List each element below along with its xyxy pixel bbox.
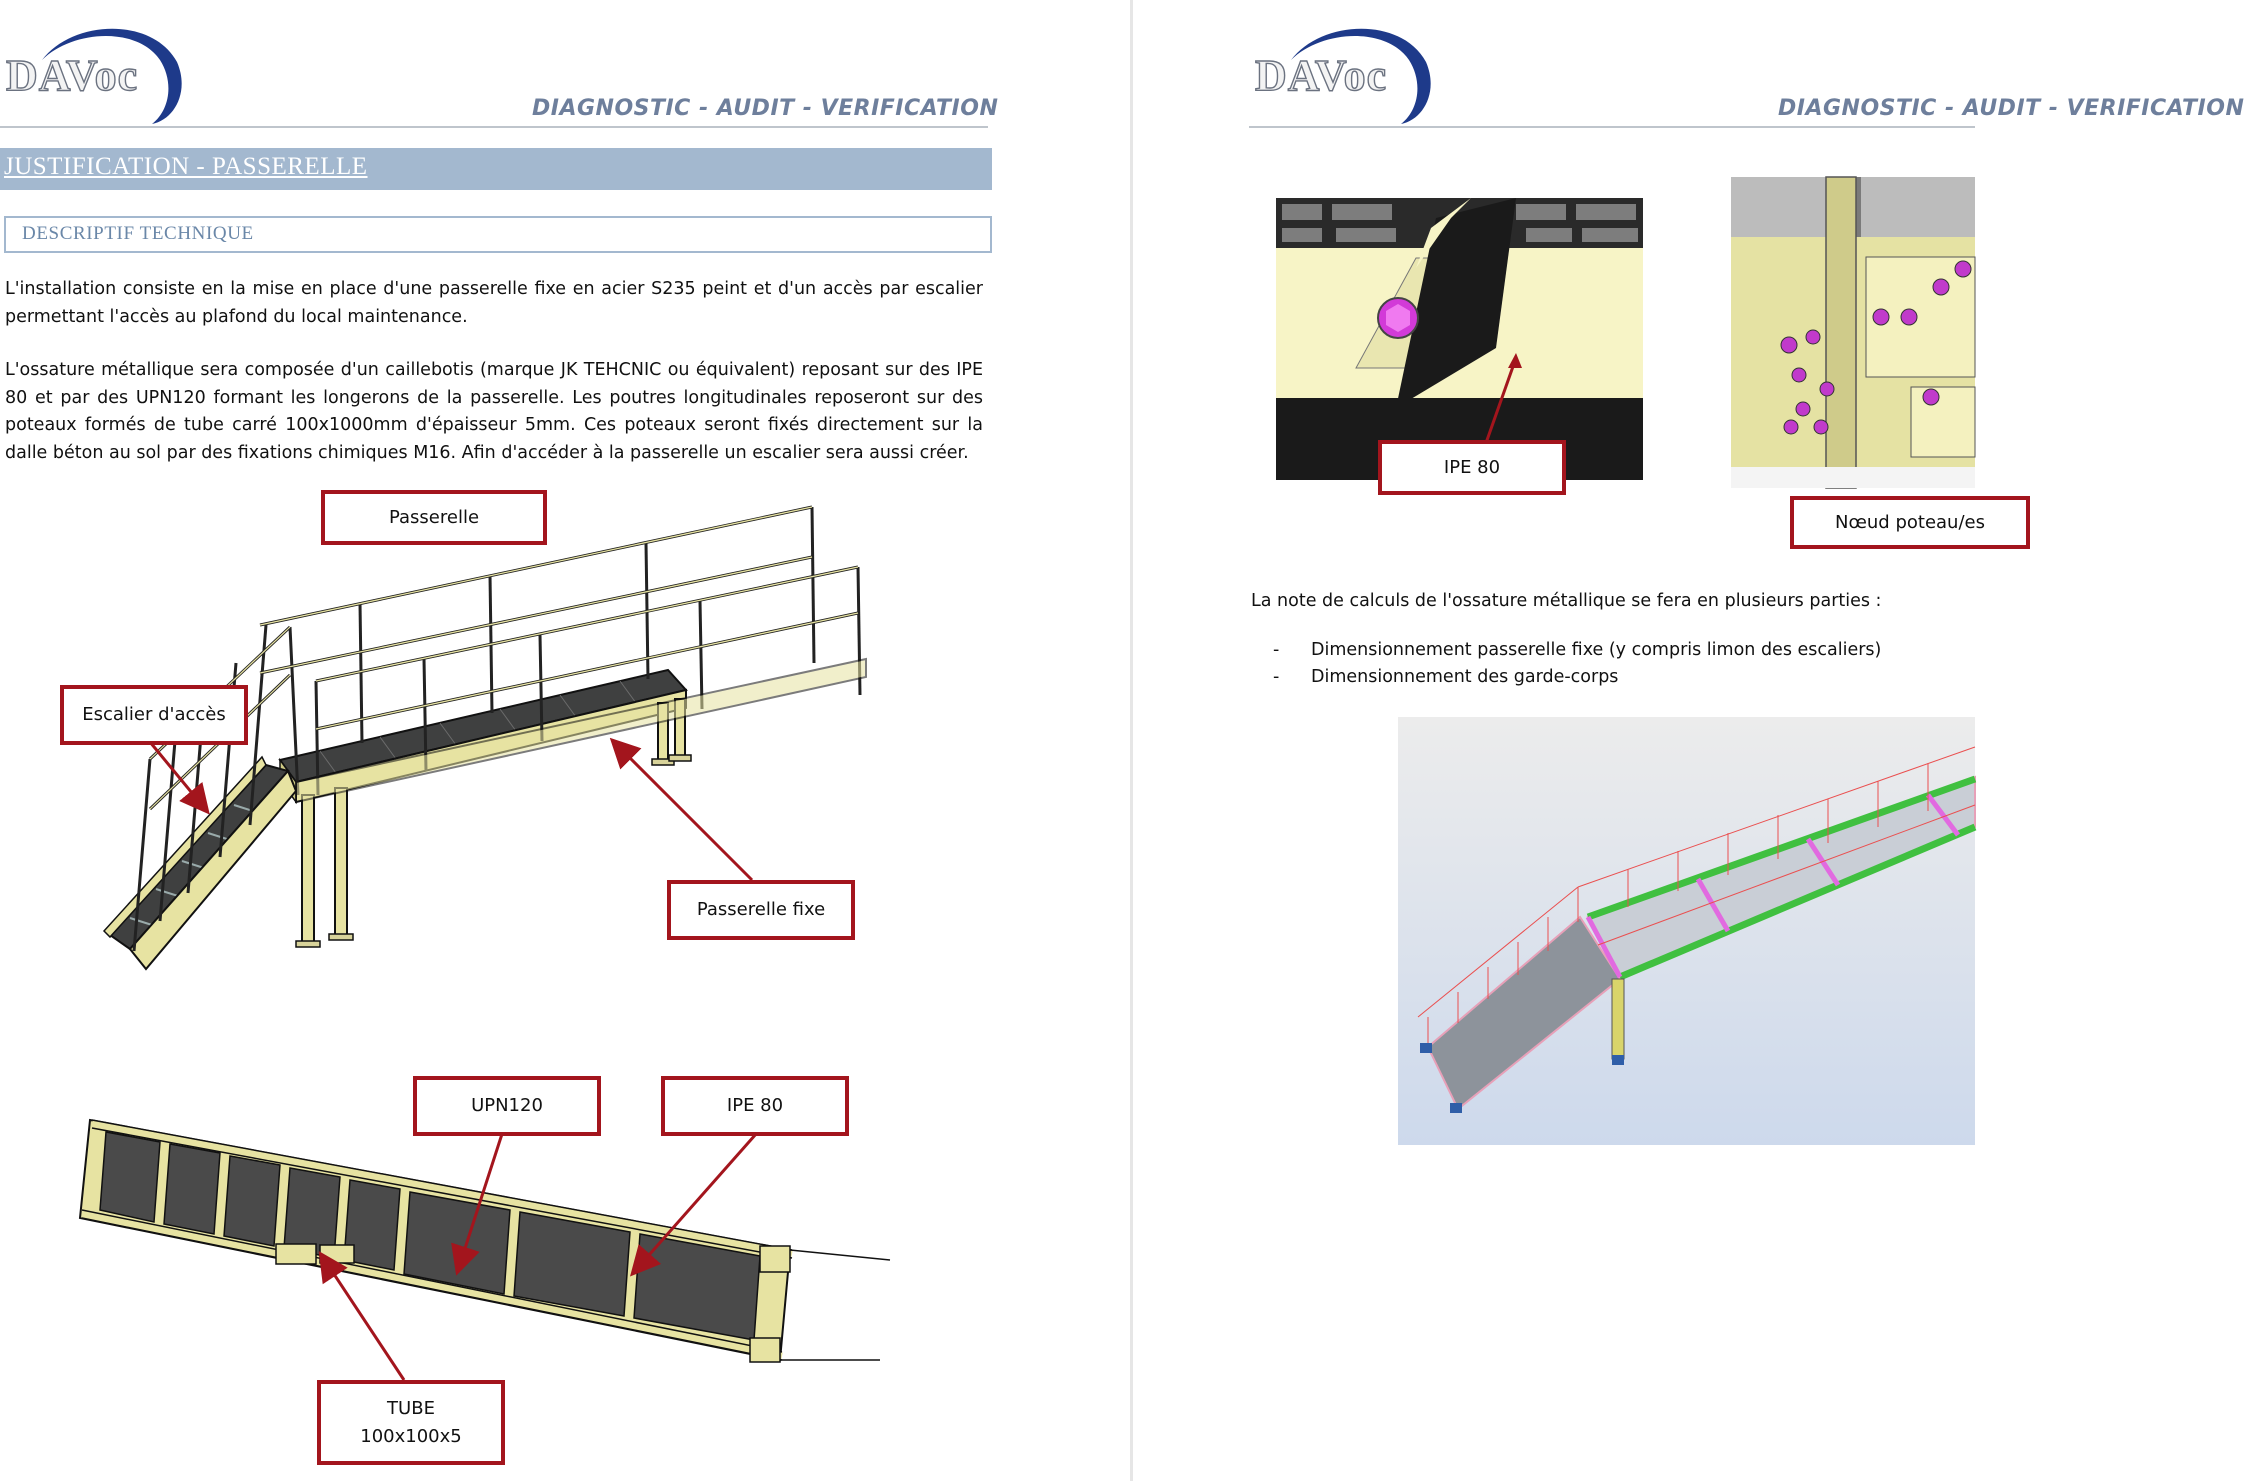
list-item: - Dimensionnement passerelle fixe (y compris limon des escaliers) [1273, 640, 1882, 660]
callout-noeud-poteau: Nœud poteau/es [1790, 496, 2030, 549]
structural-model-render [1398, 717, 1975, 1145]
header-title: DIAGNOSTIC - AUDIT - VERIFICATION [1778, 96, 2244, 121]
davoc-logo [2, 12, 202, 132]
ipe80-detail-render [1276, 198, 1643, 480]
right-page [1133, 0, 2244, 1481]
callout-passerelle-fixe: Passerelle fixe [667, 880, 855, 940]
svg-text:DAVoc: DAVoc [1255, 51, 1388, 100]
calc-parts-list [1273, 637, 1963, 691]
davoc-logo [1251, 12, 1451, 132]
callout-tube [317, 1380, 505, 1465]
list-item: - Dimensionnement des garde-corps [1273, 667, 1619, 687]
calc-note-intro: La note de calculs de l'ossature métallique se fera en plusieurs parties : [1251, 591, 1882, 611]
callout-escalier-acces: Escalier d'accès [60, 685, 248, 745]
svg-text:DAVoc: DAVoc [6, 51, 139, 100]
section-title-bar [0, 148, 992, 190]
paragraph-installation: L'installation consiste en la mise en place d'une passerelle fixe en acier S235 peint et d'un accès par escalier permettant l'accès au plafond du local maintenance. [5, 279, 983, 327]
header-rule [0, 126, 988, 128]
header-rule [1249, 126, 1975, 128]
callout-arrows-bottom [0, 1100, 1130, 1400]
subsection-title-box [4, 216, 992, 253]
header-title: DIAGNOSTIC - AUDIT - VERIFICATION [532, 96, 999, 121]
paragraph-ossature: L'ossature métallique sera composée d'un caillebotis (marque JK TEHCNIC ou équivalent) reposant sur des IPE 80 et par des UPN120 formant les longerons de la passerelle. Les poutres longitudinales reposeront sur des poteaux formés de tube carré 100x1000mm d'épaisseur 5mm. Ces poteaux seront fixés directement sur la dalle béton au sol par des fixations chimiques M16. Afin d'accéder à la passerelle un escalier sera aussi créer. [5, 360, 983, 463]
callout-passerelle: Passerelle [321, 490, 547, 545]
noeud-poteau-render [1731, 177, 1975, 488]
subsection-title: DESCRIPTIF TECHNIQUE [22, 223, 254, 244]
callout-upn120: UPN120 [413, 1076, 601, 1136]
section-title: JUSTIFICATION - PASSERELLE [4, 153, 368, 180]
callout-ipe80-plan: IPE 80 [661, 1076, 849, 1136]
callout-ipe80-detail: IPE 80 [1378, 440, 1566, 495]
callout-tube-line2: 100x100x5 [360, 1425, 462, 1447]
callout-tube-line1: TUBE [387, 1397, 435, 1419]
